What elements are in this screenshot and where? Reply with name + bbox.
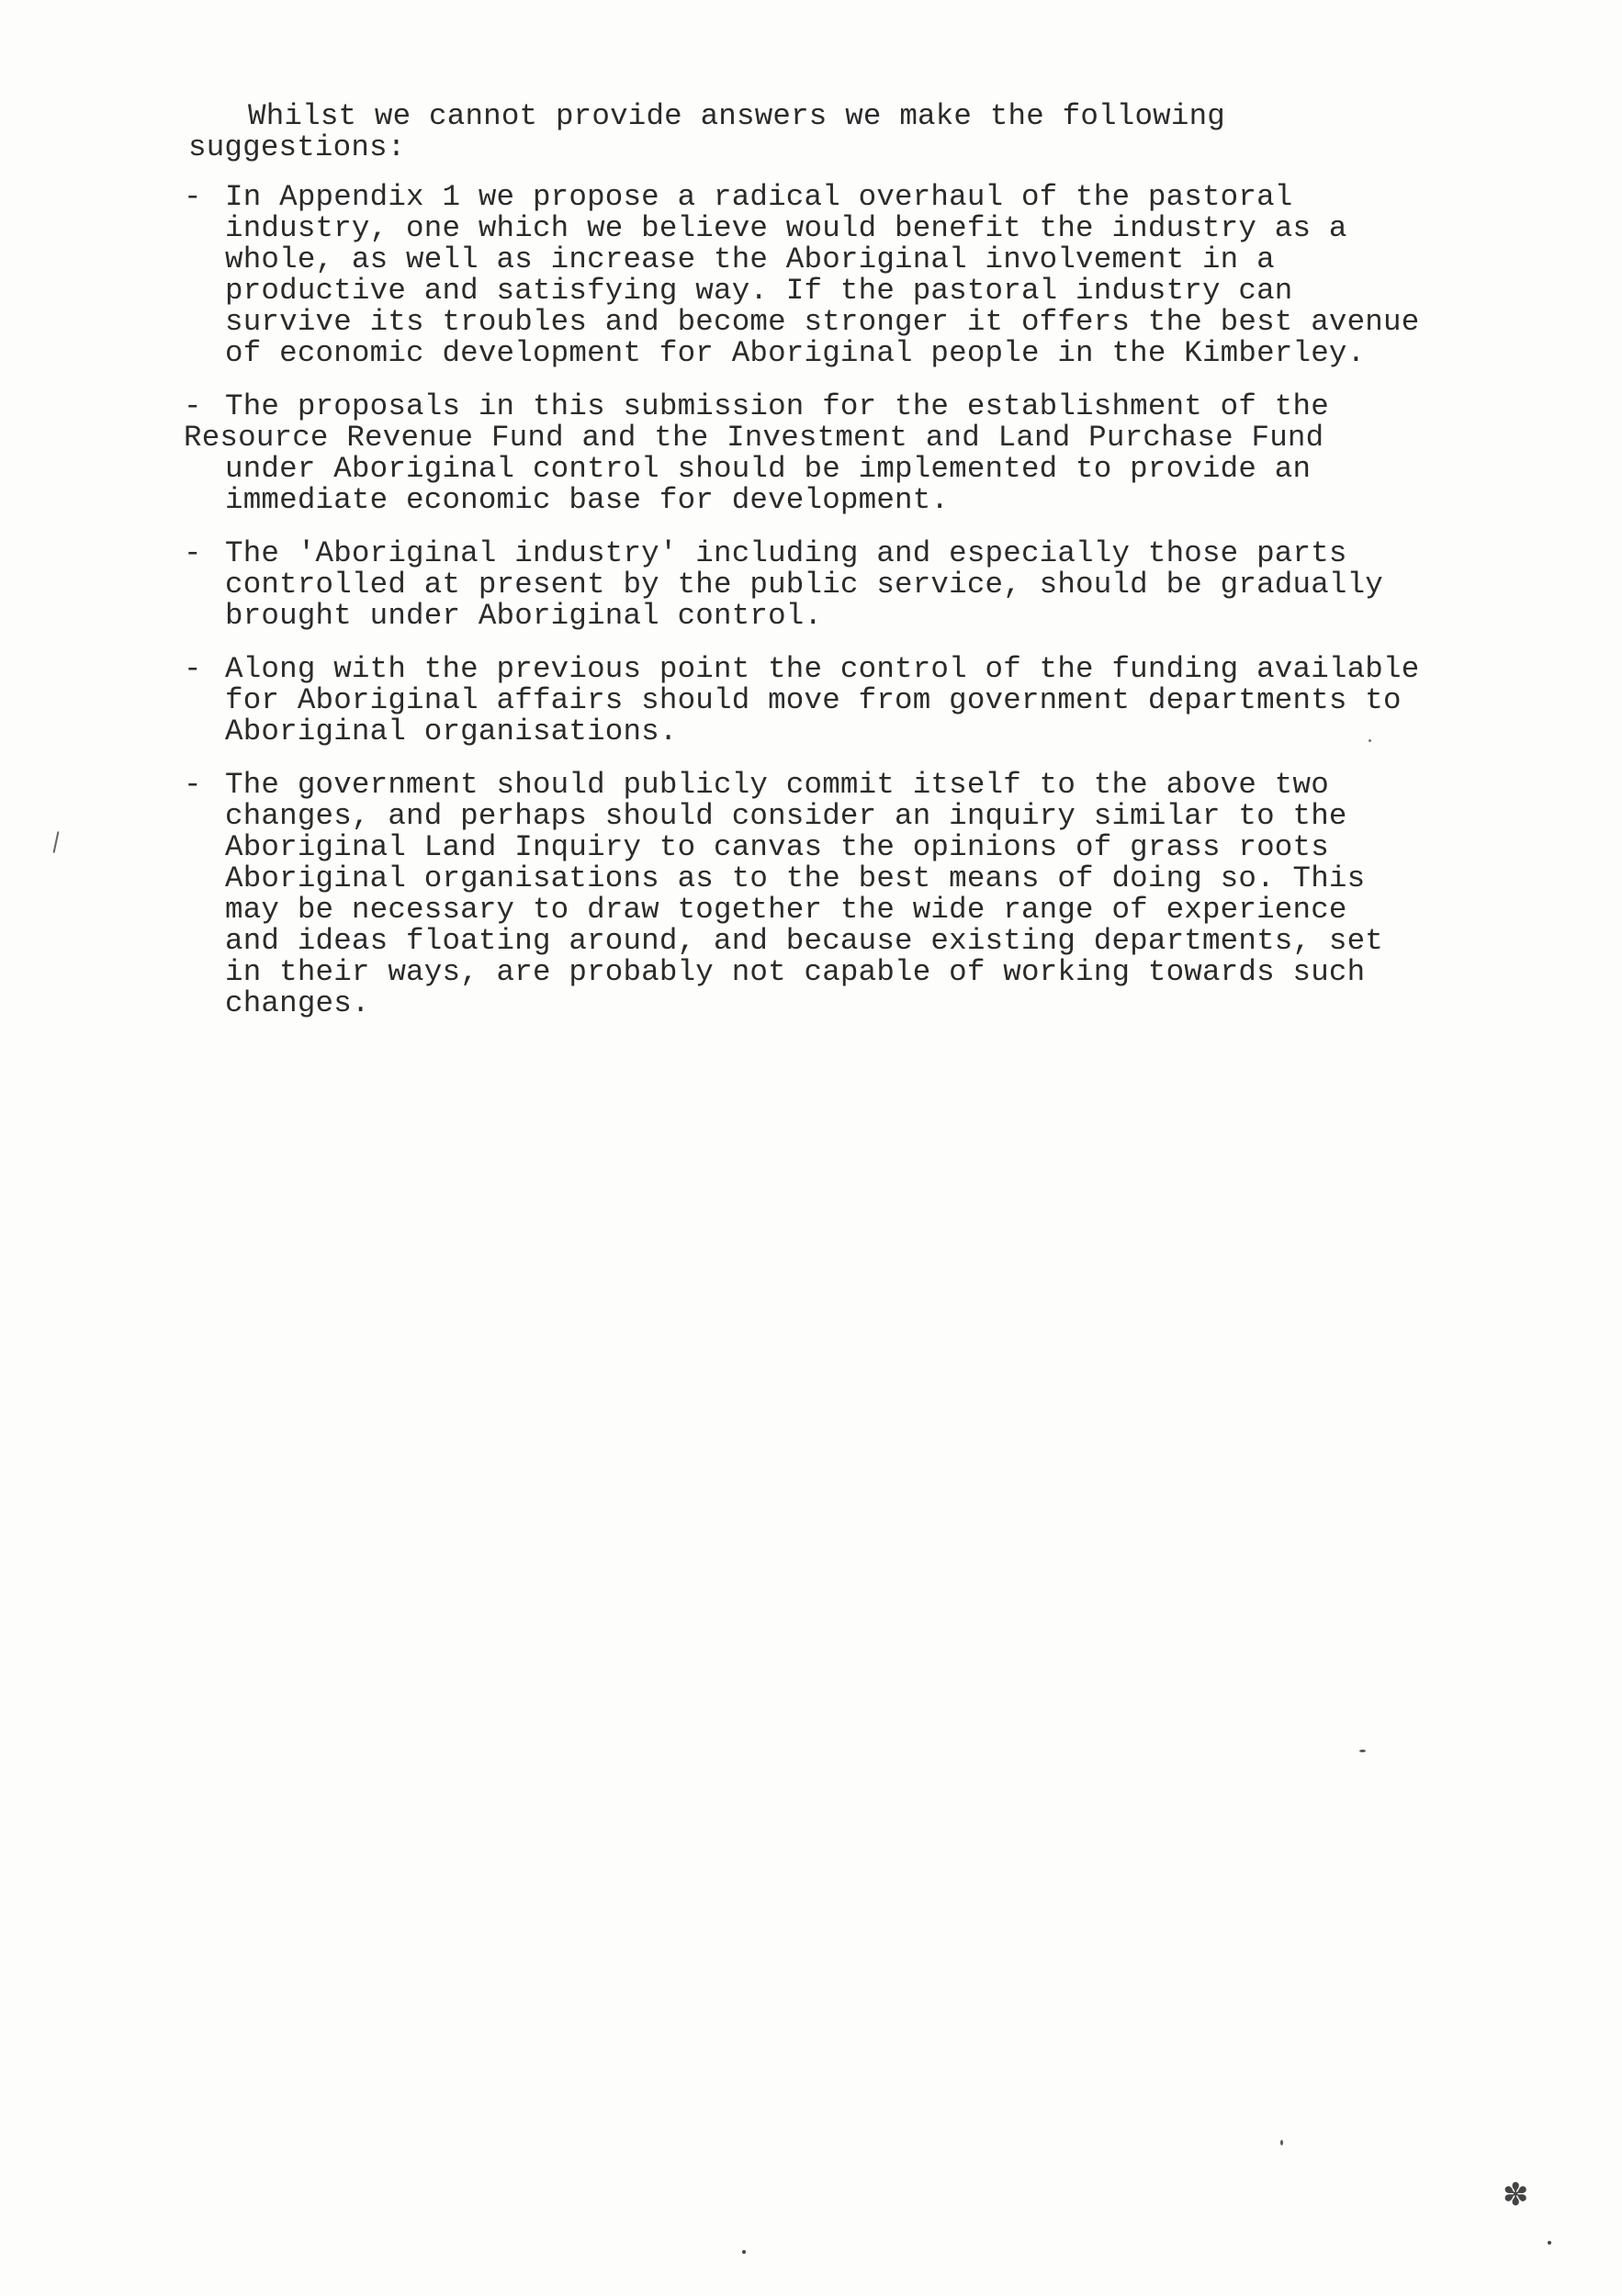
scan-speck — [53, 831, 60, 853]
ink-blot-icon: ✽ — [1503, 2177, 1529, 2213]
scan-speck — [1359, 1750, 1366, 1752]
item-line: Along with the previous point the control of the funding available — [225, 652, 1420, 686]
item-line: whole, as well as increase the Aboriginal involvement in a — [225, 242, 1275, 276]
scan-speck — [742, 2250, 746, 2254]
item-line: productive and satisfying way. If the pastoral industry can — [225, 274, 1293, 308]
item-line: survive its troubles and become stronger it offers the best avenue — [225, 305, 1420, 339]
scan-speck — [1548, 2241, 1551, 2245]
item-line: changes. — [225, 986, 370, 1020]
intro-line: Whilst we cannot provide answers we make the following — [248, 99, 1225, 133]
bullet-marker: - — [184, 536, 202, 570]
item-line: for Aboriginal affairs should move from government departments to — [225, 683, 1402, 717]
bullet-marker: - — [184, 389, 202, 423]
bullet-marker: - — [184, 768, 202, 802]
item-line: immediate economic base for development. — [225, 483, 950, 517]
item-line: may be necessary to draw together the wide range of experience — [225, 893, 1347, 927]
item-line: Aboriginal organisations as to the best means of doing so. This — [225, 861, 1366, 895]
item-line: The 'Aboriginal industry' including and especially those parts — [225, 536, 1347, 570]
item-line: The proposals in this submission for the establishment of the — [225, 389, 1329, 423]
item-line: brought under Aboriginal control. — [225, 599, 823, 633]
item-line: under Aboriginal control should be implemented to provide an — [225, 452, 1312, 486]
bullet-marker: - — [184, 652, 202, 686]
intro-line: suggestions: — [188, 130, 406, 164]
item-line: Aboriginal organisations. — [225, 715, 678, 748]
item-line: The government should publicly commit itself to the above two — [225, 768, 1329, 802]
item-line: of economic development for Aboriginal people in the Kimberley. — [225, 336, 1366, 370]
item-line: In Appendix 1 we propose a radical overhaul of the pastoral — [225, 180, 1293, 214]
item-line: changes, and perhaps should consider an inquiry similar to the — [225, 799, 1347, 833]
scan-speck — [1280, 2140, 1283, 2145]
item-line: controlled at present by the public service, should be gradually — [225, 568, 1384, 602]
bullet-marker: - — [184, 180, 202, 214]
item-line: industry, one which we believe would benefit the industry as a — [225, 211, 1347, 245]
item-line: in their ways, are probably not capable of working towards such — [225, 955, 1366, 989]
scan-speck — [1369, 739, 1371, 742]
item-line: Resource Revenue Fund and the Investment and Land Purchase Fund — [184, 421, 1324, 455]
item-line: Aboriginal Land Inquiry to canvas the opinions of grass roots — [225, 830, 1329, 864]
item-line: and ideas floating around, and because existing departments, set — [225, 924, 1384, 958]
